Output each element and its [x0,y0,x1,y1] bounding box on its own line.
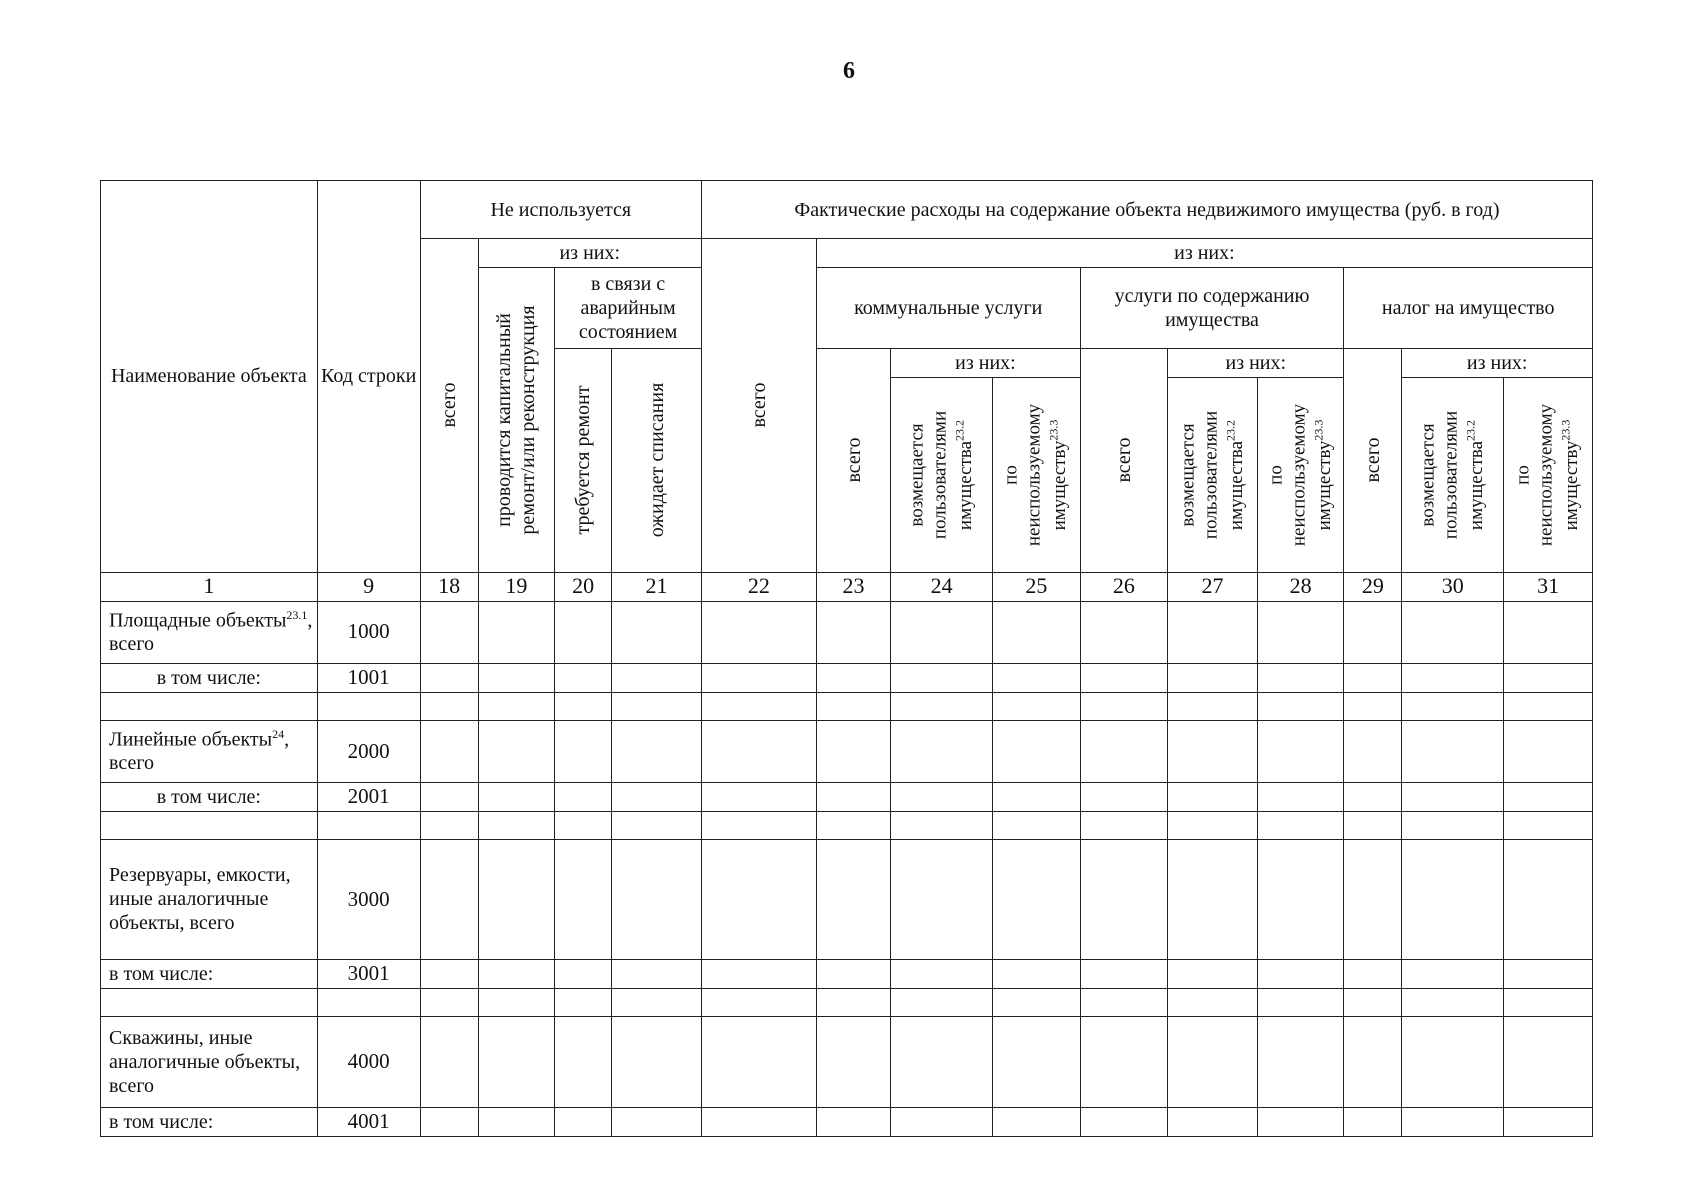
input-cell[interactable] [1402,692,1504,720]
header-property-tax: налог на имущество [1344,268,1593,349]
input-cell[interactable] [478,692,555,720]
input-cell[interactable] [612,1016,702,1107]
row-label: Линейные объекты$^{24}$, всего [101,720,318,782]
input-cell[interactable] [701,1016,816,1107]
input-cell[interactable] [993,720,1081,782]
input-cell[interactable] [420,1107,478,1136]
header-maintenance-of-them: из них: [1168,348,1344,377]
input-cell[interactable] [701,601,816,663]
input-cell[interactable] [420,959,478,988]
input-cell[interactable] [1080,663,1168,692]
input-cell[interactable] [816,692,890,720]
header-utilities-unused: по неиспользуемому имуществу$^{23.3}$ [993,377,1081,572]
header-emergency: в связи с аварийным состоянием [555,268,702,349]
header-tax-of-them: из них: [1402,348,1593,377]
header-tax-unused: по неиспользуемому имуществу$^{23.3}$ [1504,377,1593,572]
column-number: 21 [612,572,702,601]
table-row [101,663,1593,692]
input-cell[interactable] [555,988,612,1016]
row-label [101,988,318,1016]
table-row [101,1107,1593,1136]
row-code [317,811,420,839]
header-maintenance-reimbursed: возмещается пользователями имущества$^{23.2}$ [1168,377,1258,572]
header-maintenance: услуги по содержанию имущества [1080,268,1344,349]
input-cell[interactable] [1080,988,1168,1016]
input-cell[interactable] [1257,601,1343,663]
input-cell[interactable] [1402,601,1504,663]
input-cell[interactable] [891,663,993,692]
input-cell[interactable] [993,663,1081,692]
column-number: 31 [1504,572,1593,601]
input-cell[interactable] [1504,601,1593,663]
column-number: 1 [101,572,318,601]
input-cell[interactable] [1504,663,1593,692]
table-row [101,988,1593,1016]
input-cell[interactable] [1344,720,1402,782]
input-cell[interactable] [1344,839,1402,959]
input-cell[interactable] [1080,601,1168,663]
input-cell[interactable] [420,811,478,839]
row-label [101,811,318,839]
input-cell[interactable] [993,988,1081,1016]
input-cell[interactable] [1402,811,1504,839]
column-number: 9 [317,572,420,601]
input-cell[interactable] [478,811,555,839]
input-cell[interactable] [816,839,890,959]
input-cell[interactable] [612,839,702,959]
header-tax-total: всего [1344,348,1402,572]
input-cell[interactable] [555,601,612,663]
input-cell[interactable] [478,1016,555,1107]
column-number: 22 [701,572,816,601]
input-cell[interactable] [478,1107,555,1136]
input-cell[interactable] [1344,1016,1402,1107]
column-number: 23 [816,572,890,601]
row-label: в том числе: [101,1107,318,1136]
input-cell[interactable] [555,720,612,782]
input-cell[interactable] [1402,1016,1504,1107]
header-utilities-of-them: из них: [891,348,1080,377]
input-cell[interactable] [1344,988,1402,1016]
input-cell[interactable] [1504,782,1593,811]
header-actual-costs: Фактические расходы на содержание объекта недвижимого имущества (руб. в год) [701,181,1592,239]
input-cell[interactable] [1080,720,1168,782]
input-cell[interactable] [1168,692,1258,720]
table-row [101,959,1593,988]
row-code [317,988,420,1016]
row-code [317,692,420,720]
input-cell[interactable] [555,692,612,720]
input-cell[interactable] [478,601,555,663]
input-cell[interactable] [478,782,555,811]
column-number: 19 [478,572,555,601]
input-cell[interactable] [1344,811,1402,839]
input-cell[interactable] [1344,782,1402,811]
row-label: Скважины, иные аналогичные объекты, всего [101,1016,318,1107]
input-cell[interactable] [1168,782,1258,811]
input-cell[interactable] [701,663,816,692]
input-cell[interactable] [1168,663,1258,692]
input-cell[interactable] [816,1107,890,1136]
input-cell[interactable] [1168,720,1258,782]
input-cell[interactable] [1080,811,1168,839]
header-maintenance-unused: по неиспользуемому имуществу$^{23.3}$ [1257,377,1343,572]
input-cell[interactable] [891,720,993,782]
input-cell[interactable] [1504,720,1593,782]
input-cell[interactable] [891,839,993,959]
column-number: 24 [891,572,993,601]
header-object-name: Наименование объекта [101,181,318,573]
input-cell[interactable] [555,811,612,839]
header-not-used-of-them: из них: [478,239,701,268]
row-code: 1000 [317,601,420,663]
input-cell[interactable] [1402,959,1504,988]
row-label: в том числе: [101,959,318,988]
input-cell[interactable] [1168,839,1258,959]
input-cell[interactable] [1257,692,1343,720]
header-awaits-writeoff: ожидает списания [612,348,702,572]
input-cell[interactable] [891,601,993,663]
header-not-used-total: всего [420,239,478,573]
input-cell[interactable] [993,959,1081,988]
property-costs-table [100,180,1593,1137]
input-cell[interactable] [1257,1016,1343,1107]
input-cell[interactable] [1080,782,1168,811]
input-cell[interactable] [993,782,1081,811]
input-cell[interactable] [891,988,993,1016]
input-cell[interactable] [1168,959,1258,988]
input-cell[interactable] [420,1016,478,1107]
input-cell[interactable] [701,782,816,811]
row-code: 3001 [317,959,420,988]
header-maintenance-total: всего [1080,348,1168,572]
input-cell[interactable] [478,720,555,782]
input-cell[interactable] [478,988,555,1016]
input-cell[interactable] [1257,663,1343,692]
table-row [101,720,1593,782]
row-code: 3000 [317,839,420,959]
input-cell[interactable] [1504,1107,1593,1136]
input-cell[interactable] [420,663,478,692]
input-cell[interactable] [701,839,816,959]
input-cell[interactable] [1504,959,1593,988]
input-cell[interactable] [420,720,478,782]
header-utilities-reimbursed: возмещается пользователями имущества$^{23.2}$ [891,377,993,572]
input-cell[interactable] [1080,1107,1168,1136]
input-cell[interactable] [701,692,816,720]
input-cell[interactable] [701,1107,816,1136]
input-cell[interactable] [1402,988,1504,1016]
input-cell[interactable] [891,692,993,720]
input-cell[interactable] [1080,959,1168,988]
input-cell[interactable] [1402,663,1504,692]
input-cell[interactable] [1504,839,1593,959]
input-cell[interactable] [891,1016,993,1107]
input-cell[interactable] [1080,692,1168,720]
row-label: Резервуары, емкости, иные аналогичные объекты, всего [101,839,318,959]
input-cell[interactable] [816,663,890,692]
input-cell[interactable] [555,1107,612,1136]
column-number-row [101,572,1593,601]
header-needs-repair: требуется ремонт [555,348,612,572]
input-cell[interactable] [1504,988,1593,1016]
input-cell[interactable] [1168,1107,1258,1136]
input-cell[interactable] [1402,839,1504,959]
input-cell[interactable] [1504,692,1593,720]
header-capital-repair: проводится капитальный ремонт/или реконструкция [478,268,555,573]
table-row [101,692,1593,720]
input-cell[interactable] [1080,839,1168,959]
input-cell[interactable] [612,782,702,811]
column-number: 20 [555,572,612,601]
input-cell[interactable] [816,720,890,782]
row-code: 4000 [317,1016,420,1107]
row-label: в том числе: [101,782,318,811]
input-cell[interactable] [1504,1016,1593,1107]
input-cell[interactable] [612,601,702,663]
column-number: 29 [1344,572,1402,601]
column-number: 18 [420,572,478,601]
input-cell[interactable] [612,811,702,839]
input-cell[interactable] [1168,811,1258,839]
header-not-used: Не используется [420,181,701,239]
header-tax-reimbursed: возмещается пользователями имущества$^{23.2}$ [1402,377,1504,572]
input-cell[interactable] [612,663,702,692]
table-row [101,839,1593,959]
input-cell[interactable] [420,988,478,1016]
input-cell[interactable] [478,959,555,988]
input-cell[interactable] [1257,839,1343,959]
input-cell[interactable] [1257,1107,1343,1136]
input-cell[interactable] [1344,1107,1402,1136]
input-cell[interactable] [1344,601,1402,663]
row-code: 4001 [317,1107,420,1136]
row-label: в том числе: [101,663,318,692]
input-cell[interactable] [891,959,993,988]
input-cell[interactable] [612,720,702,782]
input-cell[interactable] [1168,601,1258,663]
table-row [101,782,1593,811]
row-code: 2001 [317,782,420,811]
input-cell[interactable] [1344,663,1402,692]
page-number: 6 [843,58,855,84]
input-cell[interactable] [816,601,890,663]
input-cell[interactable] [816,959,890,988]
input-cell[interactable] [891,811,993,839]
header-utilities-total: всего [816,348,890,572]
column-number: 30 [1402,572,1504,601]
input-cell[interactable] [993,839,1081,959]
input-cell[interactable] [816,988,890,1016]
input-cell[interactable] [816,782,890,811]
input-cell[interactable] [612,988,702,1016]
input-cell[interactable] [891,782,993,811]
input-cell[interactable] [1168,1016,1258,1107]
header-costs-total: всего [701,239,816,573]
input-cell[interactable] [993,601,1081,663]
header-costs-of-them: из них: [816,239,1592,268]
header-row-code: Код строки [317,181,420,573]
input-cell[interactable] [816,811,890,839]
input-cell[interactable] [1344,692,1402,720]
header-utilities: коммунальные услуги [816,268,1080,349]
input-cell[interactable] [1080,1016,1168,1107]
input-cell[interactable] [993,811,1081,839]
input-cell[interactable] [478,839,555,959]
row-label: Площадные объекты$^{23.1}$, всего [101,601,318,663]
table-row [101,1016,1593,1107]
input-cell[interactable] [1402,720,1504,782]
input-cell[interactable] [1402,1107,1504,1136]
input-cell[interactable] [1257,959,1343,988]
column-number: 27 [1168,572,1258,601]
input-cell[interactable] [1168,988,1258,1016]
input-cell[interactable] [555,1016,612,1107]
input-cell[interactable] [816,1016,890,1107]
input-cell[interactable] [420,601,478,663]
input-cell[interactable] [555,782,612,811]
row-code: 2000 [317,720,420,782]
input-cell[interactable] [701,959,816,988]
input-cell[interactable] [1344,959,1402,988]
input-cell[interactable] [612,959,702,988]
input-cell[interactable] [1504,811,1593,839]
input-cell[interactable] [993,692,1081,720]
input-cell[interactable] [420,692,478,720]
table-row [101,601,1593,663]
input-cell[interactable] [1402,782,1504,811]
column-number: 28 [1257,572,1343,601]
column-number: 26 [1080,572,1168,601]
input-cell[interactable] [555,663,612,692]
input-cell[interactable] [1257,720,1343,782]
input-cell[interactable] [701,988,816,1016]
input-cell[interactable] [478,663,555,692]
input-cell[interactable] [1257,811,1343,839]
input-cell[interactable] [993,1107,1081,1136]
input-cell[interactable] [420,782,478,811]
input-cell[interactable] [555,839,612,959]
input-cell[interactable] [555,959,612,988]
table-row [101,811,1593,839]
input-cell[interactable] [701,811,816,839]
input-cell[interactable] [891,1107,993,1136]
column-number: 25 [993,572,1081,601]
input-cell[interactable] [612,692,702,720]
input-cell[interactable] [1257,988,1343,1016]
input-cell[interactable] [420,839,478,959]
input-cell[interactable] [1257,782,1343,811]
row-code: 1001 [317,663,420,692]
input-cell[interactable] [993,1016,1081,1107]
row-label [101,692,318,720]
input-cell[interactable] [612,1107,702,1136]
input-cell[interactable] [701,720,816,782]
